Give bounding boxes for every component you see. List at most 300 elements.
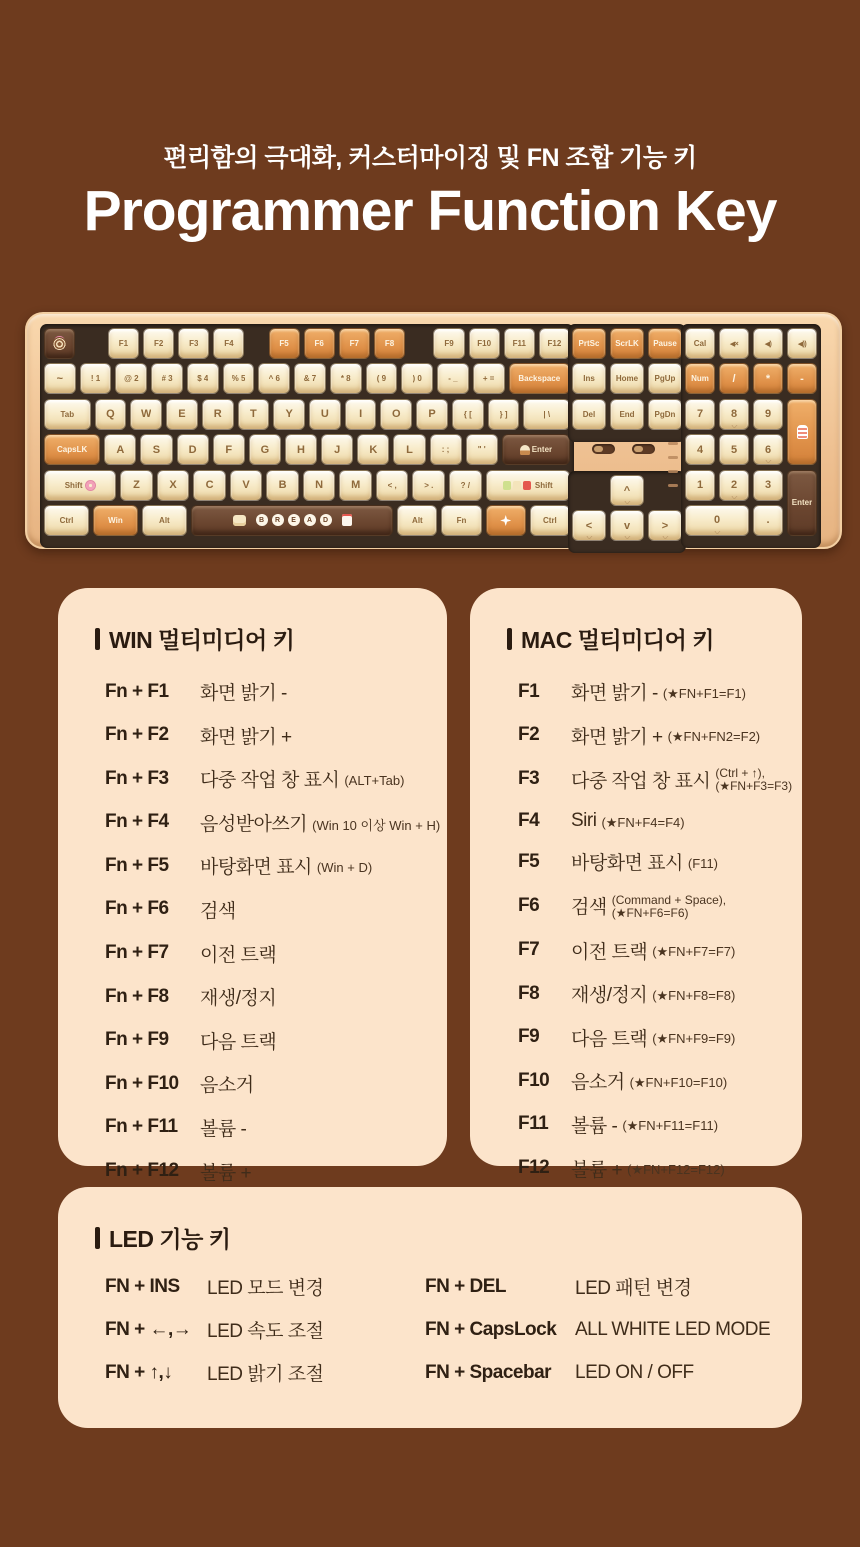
donut-icon — [85, 480, 96, 491]
key-label: & 7 — [303, 374, 317, 384]
key-vol_up — [787, 328, 817, 359]
shortcut-row — [518, 810, 788, 832]
key-I — [345, 399, 377, 430]
key-* — [753, 363, 783, 394]
shortcut-desc: 재생/정지 — [200, 988, 277, 1010]
shortcut-note: (★FN+F7=F7) — [652, 944, 736, 960]
shortcut-key: Fn + F2 — [105, 724, 169, 746]
key-L — [393, 434, 425, 465]
shortcut-note: (Win + D) — [316, 860, 373, 876]
cute-face: · ◡ · — [714, 528, 720, 535]
shortcut-note-line: (Ctrl + ↑), — [715, 766, 765, 781]
key-V — [230, 470, 263, 501]
key-" ' — [466, 434, 498, 465]
key-label: { [ — [463, 409, 472, 419]
shortcut-key: F11 — [518, 1113, 549, 1135]
shortcut-row — [105, 1027, 433, 1054]
key-label: % 5 — [231, 374, 246, 384]
shortcut-desc: LED ON / OFF — [575, 1361, 694, 1383]
key-5 — [719, 434, 749, 465]
key-label: F1 — [118, 339, 129, 348]
key-& 7 — [294, 363, 326, 394]
shortcut-key: FN + DEL — [425, 1275, 506, 1297]
key-label: > . — [424, 480, 434, 490]
key-! 1 — [80, 363, 112, 394]
card-title — [507, 622, 714, 655]
shortcut-desc: 볼륨 - — [571, 1115, 618, 1137]
shortcut-key: F4 — [518, 809, 540, 831]
key-spacer — [79, 328, 104, 359]
key-label: * 8 — [340, 374, 351, 384]
key-| \ — [523, 399, 570, 430]
shortcut-key: FN + ←,→ — [105, 1318, 192, 1340]
shortcut-desc: ALL WHITE LED MODE — [575, 1318, 771, 1340]
key-label: < , — [387, 480, 397, 490]
key-Win — [93, 505, 138, 536]
key-label: ScrLK — [615, 339, 639, 348]
key-label: End — [619, 409, 635, 419]
shortcut-key: Fn + F9 — [105, 1029, 169, 1051]
key-label: Del — [582, 409, 596, 419]
key-R — [202, 399, 234, 430]
key-label: F5 — [279, 339, 289, 348]
shortcut-key: Fn + F4 — [105, 811, 169, 833]
key-Z — [120, 470, 153, 501]
key-Shift — [44, 470, 116, 501]
key-Backspace — [509, 363, 570, 394]
kb-cluster-main — [40, 324, 574, 548]
key-label: ~ — [56, 372, 64, 385]
key-label: 9 — [764, 408, 772, 421]
key-label: T — [250, 408, 257, 421]
keyboard-image — [25, 312, 842, 549]
key-label: P — [428, 408, 436, 421]
key-^ — [610, 475, 644, 506]
key-bread — [191, 505, 393, 536]
shortcut-note: (★FN+F9=F9) — [652, 1031, 736, 1047]
vol_down-icon: ◀) — [764, 340, 772, 348]
shortcut-note-line: (★FN+F3=F3) — [715, 779, 793, 794]
key-label: F8 — [384, 339, 395, 348]
key-^ 6 — [258, 363, 290, 394]
key-label: | \ — [543, 409, 551, 419]
key-W — [130, 399, 162, 430]
key-label: W — [141, 408, 152, 421]
shortcut-key: Fn + F3 — [105, 767, 169, 789]
key-O — [380, 399, 412, 430]
key-label: O — [392, 408, 401, 421]
key-label: PrtSc — [578, 339, 600, 348]
key-label: F — [225, 443, 233, 456]
key-. — [753, 505, 783, 536]
shortcut-desc: 음성받아쓰기 — [200, 813, 308, 835]
key-label: D — [188, 443, 197, 456]
kb-cluster-numpad — [681, 324, 821, 548]
key-N — [303, 470, 336, 501]
key-2 — [719, 470, 749, 501]
key-PgDn — [648, 399, 682, 430]
key-spacer — [248, 328, 264, 359]
shortcut-row — [518, 765, 793, 794]
shortcut-note: (★FN+F10=F10) — [629, 1074, 728, 1090]
shortcut-row — [105, 852, 433, 879]
key-label: Q — [106, 408, 115, 421]
key-E — [166, 399, 198, 430]
key-Ctrl — [530, 505, 570, 536]
key-label: # 3 — [161, 374, 173, 384]
breads-icon — [503, 481, 511, 490]
key-label: Alt — [159, 515, 170, 525]
key-M — [339, 470, 372, 501]
indicator-led — [668, 442, 678, 445]
shortcut-key: F2 — [518, 724, 540, 746]
key-label: Ins — [583, 374, 595, 384]
key-A — [104, 434, 136, 465]
mode-toggle-switch-2 — [632, 444, 655, 454]
key-< — [572, 510, 606, 541]
key-Alt — [397, 505, 437, 536]
cupcake-icon — [520, 445, 530, 455]
key-label: ^ 6 — [268, 374, 280, 384]
key-label: Tab — [60, 409, 75, 419]
lock-indicator-leds — [668, 442, 678, 487]
key-label: 2 — [730, 479, 738, 492]
key-label: 5 — [730, 443, 738, 456]
shortcut-row — [518, 892, 788, 920]
cute-face: · ◡ · — [731, 422, 737, 429]
shortcut-row — [518, 678, 788, 705]
key-End — [610, 399, 644, 430]
key-Home — [610, 363, 644, 394]
key-label: Ctrl — [59, 515, 74, 525]
key-label: CapsLK — [57, 445, 88, 455]
shortcut-note-line: (Command + Space), — [611, 892, 727, 907]
key-6 — [753, 434, 783, 465]
key-Fn — [441, 505, 481, 536]
bread-letter: B — [256, 514, 268, 526]
key-label: S — [152, 443, 161, 456]
key-label: . — [766, 514, 770, 527]
card-title — [95, 622, 294, 655]
shortcut-row — [105, 940, 433, 967]
toggle-knob — [634, 446, 643, 452]
shortcut-desc: 재생/정지 — [571, 985, 648, 1007]
key-F8 — [374, 328, 405, 359]
shortcut-desc: 볼륨 + — [571, 1159, 623, 1181]
shortcut-row — [105, 765, 433, 792]
key-3 — [753, 470, 783, 501]
shortcut-desc: 다중 작업 창 표시 — [200, 770, 340, 792]
card-title-text: LED 기능 키 — [109, 1226, 231, 1252]
mute-icon: ◀× — [729, 340, 739, 348]
page-subtitle: 편리함의 극대화, 커스터마이징 및 FN 조합 기능 키 — [163, 144, 697, 172]
shortcut-row — [105, 809, 441, 836]
key-spacer — [572, 475, 606, 506]
key-roll — [44, 328, 75, 359]
key-Ins — [572, 363, 606, 394]
key-< , — [376, 470, 409, 501]
cute-face: · ◡ · — [662, 534, 668, 541]
card-title — [95, 1221, 230, 1254]
key-F11 — [504, 328, 535, 359]
key-star — [486, 505, 526, 536]
shortcut-desc: LED 모드 변경 — [207, 1278, 324, 1299]
mac-multimedia-card — [470, 588, 802, 1181]
key-label: > — [661, 519, 669, 532]
key-label: Num — [691, 374, 709, 384]
shortcut-key: F7 — [518, 939, 540, 961]
key-label: I — [359, 408, 363, 421]
key-( 9 — [366, 363, 398, 394]
shortcut-row — [518, 848, 788, 875]
key-row — [44, 470, 570, 501]
shortcut-row — [518, 980, 788, 1007]
key-row — [44, 399, 570, 430]
shortcut-key: F1 — [518, 680, 540, 702]
key-label: L — [406, 443, 413, 456]
key-label: K — [369, 443, 378, 456]
shortcut-key: Fn + F10 — [105, 1072, 179, 1094]
key-Q — [95, 399, 127, 430]
shortcut-desc: 바탕화면 표시 — [571, 853, 683, 875]
vol_up-icon: ◀)) — [797, 340, 807, 348]
shortcut-key: Fn + F7 — [105, 942, 169, 964]
key-9 — [753, 399, 783, 430]
key-row — [44, 328, 570, 359]
key-label: C — [205, 479, 214, 492]
roll-icon — [53, 337, 66, 350]
shortcut-row — [518, 1155, 788, 1182]
key-label: Home — [615, 374, 639, 384]
indicator-led — [668, 456, 678, 459]
key-label: 4 — [696, 443, 704, 456]
key-F6 — [304, 328, 335, 359]
shortcut-note — [715, 765, 792, 793]
key-label: F12 — [547, 339, 562, 348]
title-bar-icon — [507, 628, 512, 650]
shortcut-list — [105, 678, 441, 1185]
key-Y — [273, 399, 305, 430]
key-label: 8 — [730, 408, 738, 421]
key-label: } ] — [499, 409, 508, 419]
shortcut-desc: 음소거 — [571, 1072, 625, 1094]
bread-letter: A — [304, 514, 316, 526]
shortcut-note — [612, 892, 726, 920]
key-G — [249, 434, 281, 465]
card-title-text: WIN 멀티미디어 키 — [109, 627, 295, 653]
key-label: Enter — [531, 445, 553, 455]
key-vol_down — [753, 328, 783, 359]
key-PgUp — [648, 363, 682, 394]
title-bar-icon — [95, 628, 100, 650]
key-label: Cal — [693, 339, 707, 348]
key-> — [648, 510, 682, 541]
kb-cluster-nav — [568, 324, 686, 442]
key-label: - — [800, 372, 804, 385]
led-function-card — [58, 1187, 802, 1428]
shortcut-row — [105, 722, 433, 749]
key-Ctrl — [44, 505, 89, 536]
key-F3 — [178, 328, 209, 359]
key-* 8 — [330, 363, 362, 394]
key-label: 0 — [713, 514, 721, 527]
key-label: F6 — [314, 339, 324, 348]
cute-face: · ◡ · — [624, 534, 630, 541]
key-label: F2 — [153, 339, 164, 348]
key-Tab — [44, 399, 91, 430]
key-> . — [412, 470, 445, 501]
shortcut-key: F3 — [518, 768, 540, 790]
shortcut-desc: 이전 트랙 — [571, 941, 648, 963]
key-label: $ 4 — [197, 374, 209, 384]
key-label: F10 — [477, 339, 492, 348]
key-? / — [449, 470, 482, 501]
shortcut-desc: 화면 밝기 + — [200, 726, 292, 748]
key-label: Z — [133, 479, 140, 492]
key-label: PgUp — [654, 374, 676, 384]
title-bar-icon — [95, 1227, 100, 1249]
shortcut-row — [105, 1316, 788, 1343]
key-+ = — [473, 363, 505, 394]
key-label: V — [242, 479, 250, 492]
key-- — [787, 363, 817, 394]
shortcut-key: Fn + F11 — [105, 1116, 178, 1138]
indicator-led — [668, 470, 678, 473]
shortcut-key: Fn + F5 — [105, 854, 169, 876]
key-H — [285, 434, 317, 465]
key-label: v — [623, 519, 631, 532]
key-label: F7 — [349, 339, 360, 348]
key-label: Backspace — [518, 374, 561, 384]
toggle-knob — [594, 446, 603, 452]
toast-icon — [797, 425, 808, 439]
shortcut-desc: LED 밝기 조절 — [207, 1364, 324, 1385]
mode-toggle-switch-1 — [592, 444, 615, 454]
key-Cal — [685, 328, 715, 359]
shortcut-key: FN + CapsLock — [425, 1318, 557, 1340]
key-U — [309, 399, 341, 430]
shortcut-note: (Win 10 이상 Win + H) — [312, 817, 441, 833]
key-J — [321, 434, 353, 465]
cute-face: · ◡ · — [765, 458, 771, 465]
key-8 — [719, 399, 749, 430]
key-label: U — [320, 408, 329, 421]
key-} ] — [488, 399, 520, 430]
bread-letters — [256, 514, 332, 526]
indicator-led — [668, 484, 678, 487]
key-Alt — [142, 505, 187, 536]
key-K — [357, 434, 389, 465]
shortcut-row — [518, 1067, 788, 1094]
shortcut-desc: 볼륨 - — [200, 1118, 247, 1140]
shortcut-row — [105, 1359, 788, 1386]
key-label: / — [732, 372, 736, 385]
shortcut-key: F8 — [518, 982, 540, 1004]
key-D — [177, 434, 209, 465]
key-label: Enter — [791, 498, 813, 508]
key-label: 3 — [764, 479, 772, 492]
key-ScrLK — [610, 328, 644, 359]
key-: ; — [430, 434, 462, 465]
key-Num — [685, 363, 715, 394]
key-label: 6 — [764, 443, 772, 456]
key-label: F9 — [444, 339, 454, 348]
shortcut-key: Fn + F12 — [105, 1160, 179, 1182]
shortcut-desc: 음소거 — [200, 1075, 254, 1097]
shortcut-row — [105, 678, 433, 705]
shortcut-note: (★FN+F4=F4) — [601, 814, 685, 830]
key-4 — [685, 434, 715, 465]
key-label: J — [334, 443, 341, 456]
shortcut-list — [518, 678, 793, 1182]
key-v — [610, 510, 644, 541]
key-label: F11 — [512, 339, 526, 348]
shortcut-desc: 검색 — [200, 900, 236, 922]
key-row — [44, 505, 570, 536]
shortcut-key: FN + ↑,↓ — [105, 1361, 173, 1383]
shortcut-row — [518, 722, 788, 749]
key-label: Ctrl — [543, 515, 557, 525]
key-spacer — [409, 328, 429, 359]
key-F12 — [539, 328, 570, 359]
cute-face: · ◡ · — [731, 493, 737, 500]
key-label: Fn — [456, 515, 467, 525]
key-0 — [685, 505, 749, 536]
key-label: < — [585, 519, 593, 532]
shortcut-note: (★FN+F1=F1) — [662, 685, 746, 701]
cute-face: · ◡ · — [624, 499, 630, 505]
shortcut-key: F5 — [518, 850, 540, 872]
key-label: Y — [285, 408, 293, 421]
shortcut-key: F10 — [518, 1069, 550, 1091]
shortcut-desc: LED 속도 조절 — [207, 1321, 324, 1342]
win-multimedia-card — [58, 588, 447, 1184]
key-$ 4 — [187, 363, 219, 394]
key-Enter — [502, 434, 570, 465]
shortcut-desc: LED 패턴 변경 — [575, 1278, 692, 1299]
key-label: - _ — [448, 374, 458, 384]
shortcut-desc: 화면 밝기 + — [571, 726, 663, 748]
key-label: F3 — [189, 339, 199, 348]
shortcut-note: (★FN+F12=F12) — [627, 1162, 725, 1178]
key-label: Win — [108, 515, 123, 525]
key-label: PgDn — [654, 409, 676, 419]
key-Del — [572, 399, 606, 430]
shortcut-row — [518, 1111, 788, 1138]
key-label: ! 1 — [90, 374, 101, 384]
key-F7 — [339, 328, 370, 359]
key-label: Alt — [412, 515, 423, 525]
shortcut-row — [105, 1273, 788, 1300]
shortcut-row — [105, 983, 433, 1010]
key-label: * — [765, 372, 771, 385]
key-P — [416, 399, 448, 430]
key-label: + = — [482, 374, 495, 384]
shortcut-row — [105, 1070, 433, 1097]
shortcut-note: (★FN+FN2=F2) — [667, 729, 761, 745]
key-label: Shift — [64, 480, 83, 490]
shortcut-key: F12 — [518, 1157, 550, 1179]
key-1 — [685, 470, 715, 501]
key-label: F4 — [224, 339, 234, 348]
key-/ — [719, 363, 749, 394]
key-label: ) 0 — [412, 374, 422, 384]
shortcut-desc: Siri — [571, 809, 597, 831]
shortcut-row — [105, 1158, 433, 1185]
key-label: H — [297, 443, 305, 456]
shortcut-key: F6 — [518, 894, 540, 916]
key-~ — [44, 363, 76, 394]
